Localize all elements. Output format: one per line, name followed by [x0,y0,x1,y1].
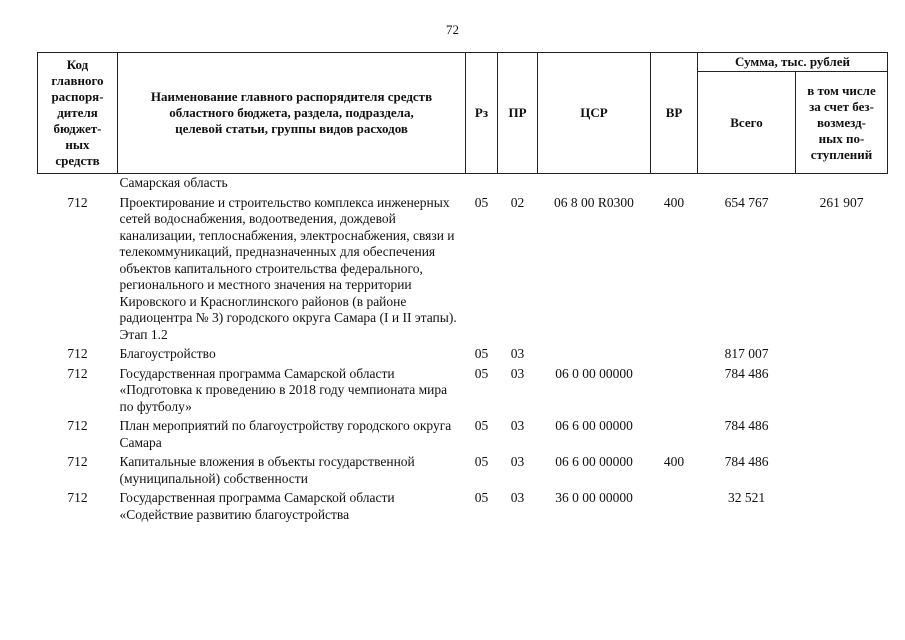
cell-csr: 06 8 00 R0300 [554,194,634,210]
table-header [38,53,888,174]
cell-free [796,487,888,523]
cell-csr: 06 0 00 00000 [555,365,633,381]
cell-code: 712 [67,490,88,505]
budget-table [37,52,888,523]
cell-vr [651,343,698,363]
header-including [796,72,888,174]
cell-name: Государственная программа Самарской области «Подготовка к проведению в 2018 году чемпионата мира по футболу» [119,365,448,414]
header-code-line: дителя [57,105,98,120]
cell-pr: 03 [510,454,525,469]
cell-free [796,451,888,487]
cell-csr: 06 6 00 00000 [555,418,633,433]
cell-total: 784 486 [724,454,769,469]
cell-total: 784 486 [724,418,769,433]
cell-code: 712 [67,194,88,210]
header-including-line: за счет без- [809,98,874,114]
header-including-line: в том числе [807,82,876,98]
header-code [38,53,118,174]
cell-total: 654 767 [724,194,769,210]
cell-free [796,363,888,416]
header-name [118,53,466,174]
cell-vr: 400 [663,194,685,210]
cell-total: 817 007 [724,346,769,361]
cell-vr [651,415,698,451]
header-csr: ЦСР [538,53,651,174]
cell-name: Государственная программа Самарской области «Содействие развитию благоустройства [119,490,395,522]
cell-pr: 03 [510,490,525,505]
header-including-line: ступлений [810,146,873,162]
cell-code: 712 [67,365,88,381]
header-including-line: ных по- [818,130,865,146]
header-code-line: Код [66,57,89,72]
table-row [38,192,888,344]
cell-csr [538,343,651,363]
page-number: 72 [446,22,459,37]
cell-rz: 05 [474,490,489,505]
cell-csr: 36 0 00 00000 [555,490,633,505]
cell-vr [651,363,698,416]
header-code-line: средств [55,153,100,168]
table-row [38,343,888,363]
cell-rz: 05 [474,454,489,469]
cell-free [796,415,888,451]
cell-vr [651,487,698,523]
header-code-line: распоря- [51,89,104,104]
cell-pr: 02 [510,194,525,210]
continuation-row [38,174,888,192]
header-rz: Рз [466,53,498,174]
cell-rz: 05 [474,194,489,210]
cell-name: Капитальные вложения в объекты государственной (муниципальной) собственности [119,454,415,486]
cell-name: Проектирование и строительство комплекса инженерных сетей водоснабжения, водоотведения, дождевой канализации, теплоснабжения, электроснабжения, связи и телекоммуникаций, предназначенных для обеспечения объектов капитального строительства федерального, регионального и местного значения на территории Кировского и Красноглинского районов (в районе радиоцентра № 3) городского округа Самара (I и II этапы). Этап 1.2 [119,194,457,342]
continuation-text: Самарская область [119,175,228,190]
header-code-line: бюджет- [53,121,102,136]
cell-pr: 03 [510,365,525,381]
table-body [38,174,888,524]
table-row [38,363,888,416]
header-name-line: областного бюджета, раздела, подраздела, [169,105,414,120]
cell-total: 784 486 [724,365,769,381]
cell-name: Благоустройство [119,346,216,361]
cell-vr: 400 [663,454,685,469]
header-name-line: целевой статьи, группы видов расходов [175,121,408,136]
header-vr: ВР [651,53,698,174]
cell-rz: 05 [474,365,489,381]
table-row [38,415,888,451]
table-row [38,451,888,487]
header-name-line: Наименование главного распорядителя средств [150,89,433,104]
header-total: Всего [698,72,796,174]
cell-rz: 05 [474,418,489,433]
cell-pr: 03 [510,418,525,433]
cell-pr: 03 [510,346,525,361]
header-including-line: возмезд- [817,114,866,130]
cell-code: 712 [67,346,88,361]
header-pr: ПР [498,53,538,174]
table-row [38,487,888,523]
header-code-line: ных [65,137,90,152]
header-code-line: главного [51,73,104,88]
cell-name: План мероприятий по благоустройству городского округа Самара [119,418,452,450]
cell-total: 32 521 [727,490,766,505]
cell-free: 261 907 [819,194,864,210]
cell-free [796,343,888,363]
cell-code: 712 [67,454,88,469]
cell-rz: 05 [474,346,489,361]
header-sum-group: Сумма, тыс. рублей [698,53,888,72]
cell-csr: 06 6 00 00000 [555,454,633,469]
cell-code: 712 [67,418,88,433]
budget-table-container [37,52,887,523]
